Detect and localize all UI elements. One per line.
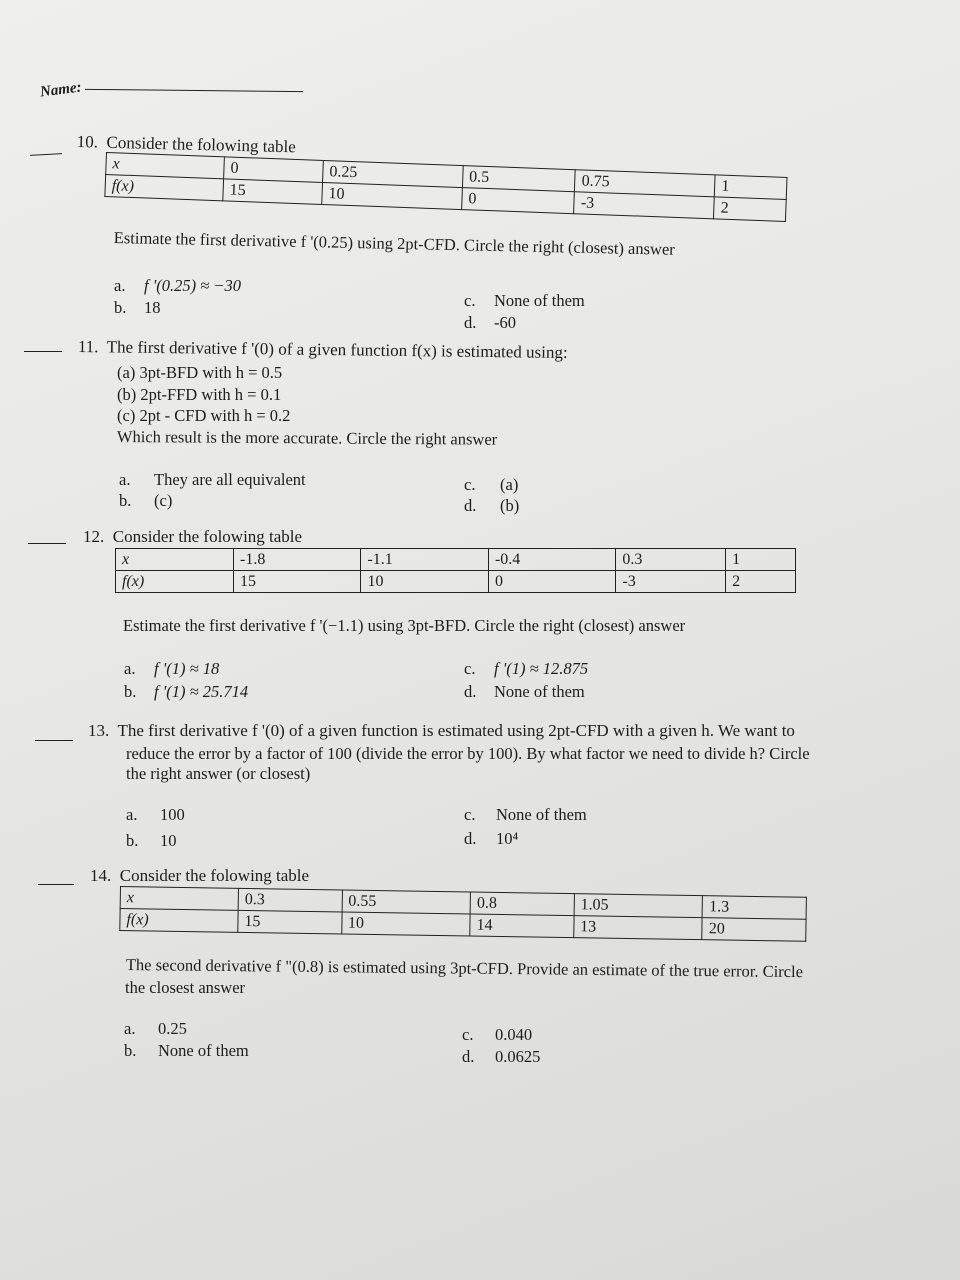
q14-heading bbox=[90, 866, 309, 886]
table-header-fx: f(x) bbox=[105, 175, 224, 201]
q12-prompt: Estimate the first derivative f '(−1.1) using 3pt-BFD. Circle the right (closest) answer bbox=[123, 616, 686, 635]
q14-option-a[interactable] bbox=[124, 1019, 187, 1039]
q13-option-a[interactable] bbox=[126, 805, 185, 825]
table-cell: 1 bbox=[715, 175, 787, 200]
table-cell: 0.3 bbox=[238, 888, 342, 912]
table-cell: 2 bbox=[726, 571, 796, 593]
q11-line-2: (b) 2pt-FFD with h = 0.1 bbox=[117, 385, 282, 404]
option-letter: a. bbox=[119, 470, 131, 489]
q12-option-b[interactable] bbox=[124, 682, 248, 702]
q11-line-1: (a) 3pt-BFD with h = 0.5 bbox=[117, 363, 283, 382]
option-text: f '(0.25) ≈ −30 bbox=[144, 276, 242, 295]
option-text: (b) bbox=[500, 496, 520, 515]
option-text: They are all equivalent bbox=[154, 470, 306, 489]
option-letter: c. bbox=[464, 659, 476, 678]
option-letter: b. bbox=[126, 831, 139, 850]
q12-title: Consider the folowing table bbox=[112, 527, 303, 546]
q11-number: 11. bbox=[77, 337, 99, 357]
option-text: None of them bbox=[158, 1041, 249, 1060]
q11-option-a[interactable] bbox=[119, 470, 306, 490]
option-letter: d. bbox=[464, 829, 477, 848]
q10-title: Consider the folowing table bbox=[106, 132, 297, 157]
table-cell: 14 bbox=[470, 914, 574, 938]
table-cell: 0.75 bbox=[575, 170, 716, 197]
table-cell: -3 bbox=[616, 571, 726, 593]
option-letter: a. bbox=[124, 659, 136, 678]
option-text: None of them bbox=[496, 805, 587, 824]
table-cell: -1.1 bbox=[361, 549, 488, 571]
q13-line-2: the right answer (or closest) bbox=[126, 764, 311, 783]
q12-option-d[interactable] bbox=[464, 682, 585, 702]
q14-score-blank[interactable] bbox=[38, 884, 74, 885]
table-cell: 1.3 bbox=[702, 896, 806, 920]
q12-number: 12. bbox=[83, 527, 105, 546]
q13-number: 13. bbox=[88, 721, 110, 740]
table-header-fx: f(x) bbox=[120, 909, 238, 933]
table-cell: 20 bbox=[702, 918, 806, 942]
table-header-x: x bbox=[106, 153, 225, 179]
table-cell: 15 bbox=[234, 571, 361, 593]
q13-option-d[interactable] bbox=[464, 829, 518, 849]
option-text: f '(1) ≈ 18 bbox=[154, 659, 220, 678]
q11-option-d[interactable] bbox=[464, 496, 519, 516]
q14-option-c[interactable] bbox=[462, 1025, 532, 1045]
q13-score-blank[interactable] bbox=[35, 740, 73, 741]
option-text: f '(1) ≈ 12.875 bbox=[494, 659, 589, 678]
table-cell: 0.25 bbox=[322, 160, 463, 187]
q13-option-b[interactable] bbox=[126, 831, 177, 851]
q10-option-a[interactable] bbox=[114, 276, 241, 296]
q14-title: Consider the folowing table bbox=[119, 866, 310, 885]
table-cell: 15 bbox=[223, 179, 323, 205]
option-letter: a. bbox=[126, 805, 138, 824]
q13-line-0: The first derivative f '(0) of a given function is estimated using 2pt-CFD with a given h. We want to bbox=[117, 721, 795, 740]
q10-number: 10. bbox=[76, 132, 99, 152]
table-cell: 0 bbox=[224, 157, 324, 183]
name-label: Name: bbox=[39, 79, 83, 101]
table-header-x: x bbox=[120, 887, 238, 911]
option-text: f '(1) ≈ 25.714 bbox=[154, 682, 249, 701]
q10-option-b[interactable] bbox=[114, 298, 161, 318]
q11-line-3: (c) 2pt - CFD with h = 0.2 bbox=[117, 406, 291, 425]
q14-number: 14. bbox=[90, 866, 112, 885]
table-cell: -0.4 bbox=[488, 549, 615, 571]
q10-score-blank[interactable] bbox=[30, 153, 62, 156]
table-cell: 1 bbox=[726, 549, 796, 571]
q10-table bbox=[104, 152, 787, 222]
option-letter: b. bbox=[124, 682, 137, 701]
table-header-fx: f(x) bbox=[116, 571, 234, 593]
table-cell: 10 bbox=[341, 912, 470, 936]
option-text: 10⁴ bbox=[496, 829, 519, 848]
option-text: 0.0625 bbox=[495, 1047, 541, 1066]
table-cell: 13 bbox=[573, 916, 702, 940]
option-letter: c. bbox=[462, 1025, 474, 1044]
table-cell: -1.8 bbox=[234, 549, 361, 571]
table-cell: 1.05 bbox=[574, 894, 703, 918]
name-blank-line[interactable] bbox=[85, 89, 303, 92]
table-cell: 0 bbox=[461, 188, 574, 214]
table-cell: 10 bbox=[361, 571, 488, 593]
option-letter: d. bbox=[462, 1047, 475, 1066]
q12-x-row bbox=[116, 549, 796, 571]
option-letter: b. bbox=[124, 1041, 137, 1060]
table-cell: 0.55 bbox=[342, 890, 471, 914]
option-text: -60 bbox=[494, 313, 516, 332]
option-letter: c. bbox=[464, 475, 476, 494]
option-text: 18 bbox=[144, 298, 161, 317]
q13-option-c[interactable] bbox=[464, 805, 587, 825]
table-cell: 10 bbox=[322, 182, 463, 209]
table-cell: 15 bbox=[238, 910, 342, 934]
q12-f-row bbox=[116, 571, 796, 593]
q11-heading bbox=[78, 337, 568, 363]
q12-table bbox=[115, 548, 796, 593]
q12-heading bbox=[83, 527, 302, 547]
q12-option-a[interactable] bbox=[124, 659, 219, 679]
table-cell: 0.8 bbox=[470, 892, 574, 916]
q14-option-d[interactable] bbox=[462, 1047, 540, 1067]
option-text: 100 bbox=[160, 805, 185, 824]
q11-option-c[interactable] bbox=[464, 475, 518, 495]
q11-score-blank[interactable] bbox=[24, 351, 62, 352]
q14-option-b[interactable] bbox=[124, 1041, 249, 1061]
option-letter: d. bbox=[464, 313, 477, 332]
table-cell: 2 bbox=[714, 197, 786, 222]
option-text: None of them bbox=[494, 682, 585, 701]
table-cell: 0.3 bbox=[616, 549, 726, 571]
option-text: 0.040 bbox=[495, 1025, 533, 1044]
option-text: (a) bbox=[500, 475, 519, 494]
table-cell: 0 bbox=[488, 571, 615, 593]
option-letter: d. bbox=[464, 496, 477, 515]
q10-option-d[interactable] bbox=[464, 313, 516, 333]
q10-option-c[interactable] bbox=[464, 291, 585, 311]
option-letter: a. bbox=[124, 1019, 136, 1038]
option-text: 0.25 bbox=[158, 1019, 187, 1038]
table-cell: -3 bbox=[574, 192, 715, 219]
option-text: None of them bbox=[494, 291, 585, 310]
q14-line-1: the closest answer bbox=[125, 978, 246, 997]
option-text: 10 bbox=[160, 831, 177, 850]
option-letter: b. bbox=[119, 491, 132, 510]
q12-option-c[interactable] bbox=[464, 659, 588, 679]
table-header-x: x bbox=[116, 549, 234, 571]
q10-prompt: Estimate the first derivative f '(0.25) using 2pt-CFD. Circle the right (closest) answer bbox=[113, 228, 675, 259]
option-text: (c) bbox=[154, 491, 173, 510]
option-letter: c. bbox=[464, 291, 476, 310]
option-letter: c. bbox=[464, 805, 476, 824]
q11-line-0: The first derivative f '(0) of a given function f(x) is estimated using: bbox=[106, 337, 568, 362]
q13-heading bbox=[88, 721, 795, 741]
q12-score-blank[interactable] bbox=[28, 543, 66, 544]
q11-line-4: Which result is the more accurate. Circle the right answer bbox=[116, 427, 498, 449]
table-cell: 0.5 bbox=[462, 166, 575, 192]
option-letter: d. bbox=[464, 682, 477, 701]
q14-line-0: The second derivative f "(0.8) is estimated using 3pt-CFD. Provide an estimate of the true error. Circle bbox=[125, 955, 804, 982]
option-letter: a. bbox=[114, 276, 126, 295]
q14-table bbox=[119, 886, 807, 942]
q11-option-b[interactable] bbox=[119, 491, 172, 511]
q13-line-1: reduce the error by a factor of 100 (divide the error by 100). By what factor we need to divide h? Circle bbox=[126, 744, 810, 763]
option-letter: b. bbox=[114, 298, 127, 317]
